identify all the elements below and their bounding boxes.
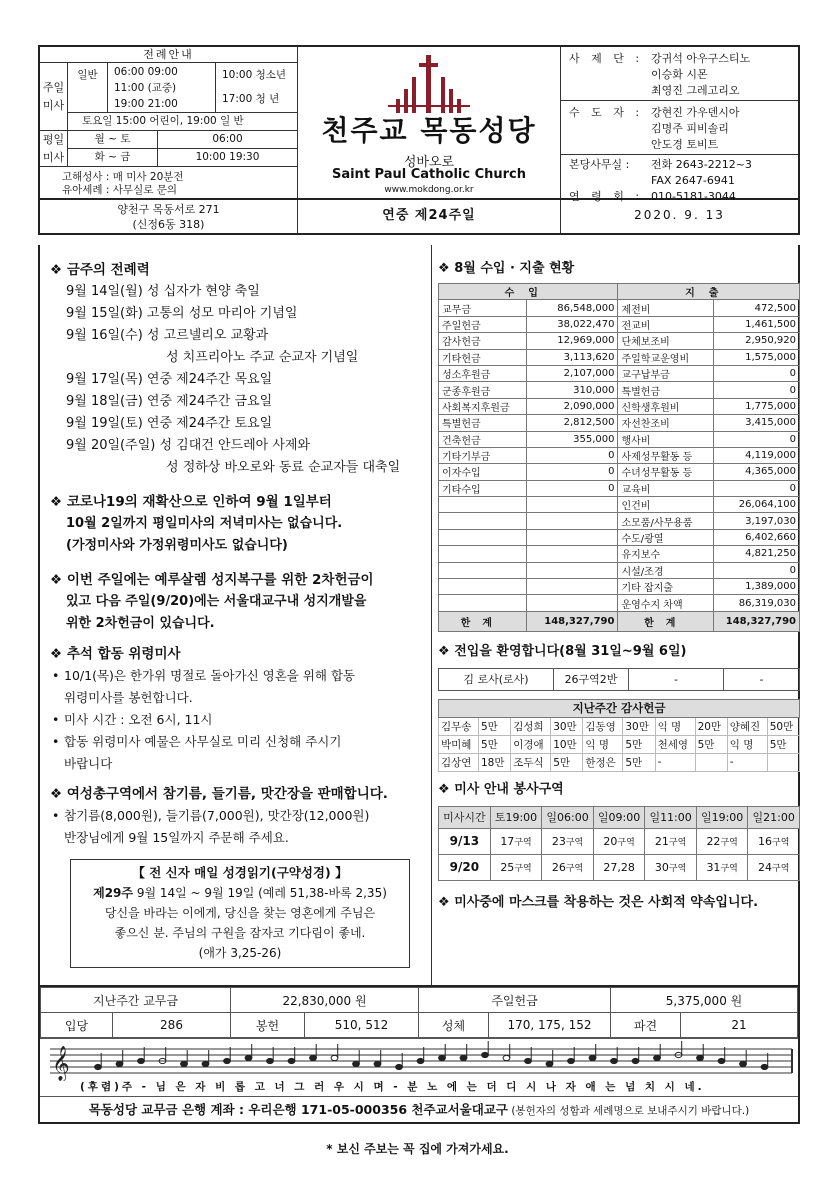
religious-block: 수 도 자 : 강현진 가우덴시아 김명주 피비솔리 안도경 토비트 xyxy=(561,101,798,155)
priests-block: 사 제 단 : 강귀석 아우구스티노 이승화 시몬 최영진 그레고리오 xyxy=(561,47,798,101)
sunday-offering-label: 주일헌금 xyxy=(419,988,611,1013)
table-row xyxy=(439,735,800,753)
expense-amount: 0 xyxy=(714,431,800,447)
liturgy-item: 9월 17일(목) 연중 제24주간 목요일 xyxy=(66,372,273,387)
expense-amount: 0 xyxy=(714,365,800,381)
music-note xyxy=(310,1055,317,1060)
donor-name: 김동영 xyxy=(583,717,623,735)
donor-name: 이경애 xyxy=(511,735,551,753)
income-item: 사회복지후원금 xyxy=(439,398,527,414)
music-note xyxy=(116,1061,123,1066)
income-item: 성소후원금 xyxy=(439,365,527,381)
donor-name: 천세영 xyxy=(655,735,695,753)
liturgy-item: 9월 15일(화) 고통의 성모 마리아 기념일 xyxy=(66,306,298,321)
psalm-music-staff xyxy=(40,1038,798,1096)
sunday-time-1: 06:00 09:00 xyxy=(114,66,178,78)
recessional-hymn-value: 21 xyxy=(681,1013,798,1038)
expense-amount: 6,402,660 xyxy=(714,529,800,545)
entrance-hymn-label: 입당 xyxy=(41,1013,113,1038)
sunday-time-2: 11:00 (교중) xyxy=(114,82,177,94)
income-amount: 2,090,000 xyxy=(526,398,618,414)
income-item xyxy=(439,546,527,562)
expense-amount: 2,950,920 xyxy=(714,333,800,349)
income-amount xyxy=(526,497,618,513)
service-district: 20구역 xyxy=(593,828,645,854)
table-row xyxy=(439,579,800,595)
bulletin-footer xyxy=(38,985,800,1124)
expense-item: 소모품/사무용품 xyxy=(618,513,714,529)
memorial-bullet: • 10/1(목)은 한가위 명절로 돌아가신 영혼을 위해 합동 위령미사를 봉헌합니다. xyxy=(50,665,425,709)
mass-time-header: 미사시간 xyxy=(439,806,491,828)
weekday-mass-label: 평일 미사 xyxy=(40,131,68,166)
priest-3: 최영진 그레고리오 xyxy=(651,84,740,97)
dues-value: 22,830,000 원 xyxy=(231,988,419,1013)
weekday-time-2: 10:00 19:30 xyxy=(195,151,260,163)
weekday-range-1: 월 ~ 토 xyxy=(68,131,158,148)
donor-name: 익 명 xyxy=(727,735,767,753)
offertory-hymn-value: 510, 512 xyxy=(305,1013,419,1038)
expense-amount: 0 xyxy=(714,480,800,496)
donation-amount: 5만 xyxy=(767,735,799,753)
office-phone: 전화 2643-2212~3 xyxy=(651,158,752,171)
expense-item: 신학생후원비 xyxy=(618,398,714,414)
table-row xyxy=(439,349,800,365)
memorial-mass-title: ❖ 추석 합동 위령미사 xyxy=(50,643,425,665)
income-item: 특별헌금 xyxy=(439,415,527,431)
sunday-mass-row xyxy=(40,63,297,131)
bulletin-body xyxy=(38,245,800,985)
donation-amount: 5만 xyxy=(623,753,655,771)
liturgy-title: ❖ 금주의 전례력 xyxy=(50,259,425,281)
music-note xyxy=(245,1055,252,1060)
music-note xyxy=(632,1058,639,1063)
table-row: 김 로사(로사) 26구역2반 - - xyxy=(439,668,800,690)
donor-name: 김무송 xyxy=(439,717,479,735)
music-note xyxy=(353,1061,360,1066)
mass-service-table xyxy=(438,806,800,881)
music-note xyxy=(374,1061,381,1066)
sunday-mass-label: 주일 미사 xyxy=(40,63,68,130)
donor-name: 박미혜 xyxy=(439,735,479,753)
table-row xyxy=(439,365,800,381)
offertory-hymn-label: 봉헌 xyxy=(231,1013,305,1038)
women-sale-title: ❖ 여성총구역에서 참기름, 들기름, 맛간장을 판매합니다. xyxy=(50,783,425,805)
music-note xyxy=(589,1055,596,1060)
music-note xyxy=(718,1058,725,1063)
table-row xyxy=(439,382,800,398)
income-item xyxy=(439,497,527,513)
income-amount: 0 xyxy=(526,480,618,496)
sunday-offering-value: 5,375,000 원 xyxy=(611,988,798,1013)
religious-3: 안도경 토비트 xyxy=(651,138,719,151)
baptism-note: 유아세례 : 사무실로 문의 xyxy=(62,184,177,196)
service-district: 26구역 xyxy=(542,854,594,880)
table-row xyxy=(41,988,798,1013)
donor-name: 양혜진 xyxy=(727,717,767,735)
donation-amount: 10만 xyxy=(551,735,583,753)
newcomers-title: ❖ 전입을 환영합니다(8월 31일~9월 6일) xyxy=(438,642,798,662)
music-note xyxy=(740,1061,747,1066)
income-amount: 2,812,500 xyxy=(526,415,618,431)
music-note xyxy=(417,1058,424,1063)
service-district: 24구역 xyxy=(748,854,800,880)
income-item: 기타헌금 xyxy=(439,349,527,365)
income-item xyxy=(439,595,527,611)
table-row xyxy=(439,447,800,463)
music-note xyxy=(568,1058,575,1063)
table-header-row xyxy=(439,806,800,828)
expense-item: 기타 잡지출 xyxy=(618,579,714,595)
music-note xyxy=(202,1061,209,1066)
liturgy-item: 9월 16일(수) 성 고르넬리오 교황과 xyxy=(66,328,269,343)
income-amount: 12,969,000 xyxy=(526,333,618,349)
music-note xyxy=(525,1058,532,1063)
finance-table xyxy=(438,283,800,632)
table-row xyxy=(439,828,800,854)
expense-total: 148,327,790 xyxy=(714,611,800,631)
table-row xyxy=(439,854,800,880)
thanks-offering-table xyxy=(438,699,800,772)
income-item: 군종후원금 xyxy=(439,382,527,398)
music-note xyxy=(482,1052,489,1057)
expense-amount: 1,389,000 xyxy=(714,579,800,595)
liturgical-sunday: 연중 제24주일 xyxy=(382,208,476,223)
income-total: 148,327,790 xyxy=(526,611,618,631)
expense-item: 특별헌금 xyxy=(618,382,714,398)
expense-amount: 1,775,000 xyxy=(714,398,800,414)
expense-amount: 1,575,000 xyxy=(714,349,800,365)
income-amount: 38,022,470 xyxy=(526,316,618,332)
income-amount xyxy=(526,529,618,545)
liturgy-item: 성 치프리아노 주교 순교자 기념일 xyxy=(166,350,359,365)
music-note xyxy=(546,1061,553,1066)
table-row xyxy=(439,398,800,414)
music-note xyxy=(331,1055,338,1060)
church-address: 양천구 목동서로 271 (신정6동 318) xyxy=(40,200,298,233)
mass-schedule xyxy=(40,47,298,198)
donor-name: - xyxy=(727,753,767,771)
communion-hymn-label: 성체 xyxy=(419,1013,489,1038)
donation-amount: 30만 xyxy=(551,717,583,735)
table-row xyxy=(439,546,800,562)
music-note xyxy=(181,1061,188,1066)
memorial-bullet: • 합동 위령미사 예물은 사무실로 미리 신청해 주시기 바랍니다 xyxy=(50,731,425,775)
expense-item: 수도/광열 xyxy=(618,529,714,545)
mass-time-header: 일19:00 xyxy=(696,806,748,828)
sunday-young-adult-time: 17:00 청 년 xyxy=(222,93,280,105)
income-item xyxy=(439,529,527,545)
mass-service-title: ❖ 미사 안내 봉사구역 xyxy=(438,780,798,800)
expense-header: 지출 xyxy=(618,284,800,300)
expense-amount: 4,821,250 xyxy=(714,546,800,562)
donor-name: 조두식 xyxy=(511,753,551,771)
donation-amount: 5만 xyxy=(623,735,655,753)
communion-hymn-value: 170, 175, 152 xyxy=(489,1013,611,1038)
income-amount: 310,000 xyxy=(526,382,618,398)
sacrament-notes xyxy=(40,167,297,197)
expense-item: 자선찬조비 xyxy=(618,415,714,431)
finance-title: ❖ 8월 수입 · 지출 현황 xyxy=(438,259,798,279)
expense-item: 사제성무활동 등 xyxy=(618,447,714,463)
finance-total-row xyxy=(439,611,800,631)
income-header: 수입 xyxy=(439,284,618,300)
summary-table xyxy=(40,987,798,1038)
service-district: 25구역 xyxy=(490,854,542,880)
donor-name: 한정은 xyxy=(583,753,623,771)
entrance-hymn-value: 286 xyxy=(113,1013,231,1038)
dues-label: 지난주간 교무금 xyxy=(41,988,231,1013)
table-row xyxy=(439,415,800,431)
table-row xyxy=(41,1013,798,1038)
expense-item: 교구납부금 xyxy=(618,365,714,381)
bible-verse-ref: (애가 3,25-26) xyxy=(198,946,282,960)
women-sale-bullet: • 참기름(8,000원), 들기름(7,000원), 맛간장(12,000원) 반장님에게 9월 15일까지 주문해 주세요. xyxy=(50,805,425,849)
donation-amount: 30만 xyxy=(623,717,655,735)
music-note xyxy=(611,1058,618,1063)
sunday-youth-time: 10:00 청소년 xyxy=(222,69,287,81)
income-amount: 355,000 xyxy=(526,431,618,447)
covid-notice-title: ❖ 코로나19의 재확산으로 인하여 9월 1일부터 xyxy=(50,491,425,513)
donor-name: - xyxy=(655,753,695,771)
bulletin-header xyxy=(38,45,800,203)
memorial-bullet: • 미사 시간 : 오전 6시, 11시 xyxy=(50,709,425,731)
column-divider xyxy=(431,245,432,985)
bible-reading-box xyxy=(70,859,410,968)
music-staff-icon xyxy=(40,1041,798,1081)
table-row xyxy=(439,333,800,349)
bank-account-info: 목동성당 교무금 은행 계좌 : 우리은행 171-05-000356 천주교서울대교구 (봉헌자의 성함과 세례명으로 보내주시기 바랍니다.) xyxy=(40,1096,798,1122)
service-date: 9/13 xyxy=(439,828,491,854)
table-row xyxy=(439,753,800,771)
donor-name: 익 명 xyxy=(655,717,695,735)
funeral-society-phone: 010-5181-3044 xyxy=(651,190,736,203)
donation-amount: 20만 xyxy=(695,717,727,735)
expense-amount: 472,500 xyxy=(714,300,800,316)
bible-reading-title: 【 전 신자 매일 성경읽기(구약성경) 】 xyxy=(132,865,348,880)
psalm-lyrics: (후렴)주 - 님 은 자 비 롭 고 너 그 러 우 시 며 - 분 노 에 는 더 디 시 나 자 애 는 넘 치 시 네. xyxy=(80,1081,705,1093)
liturgy-item: 9월 14일(월) 성 십자가 현양 축일 xyxy=(66,284,260,299)
bible-verse: 당신을 바라는 이에게, 당신을 찾는 영혼에게 주님은 xyxy=(104,906,376,920)
donation-amount xyxy=(695,753,727,771)
income-amount: 0 xyxy=(526,464,618,480)
expense-item: 전교비 xyxy=(618,316,714,332)
mask-notice: ❖ 미사중에 마스크를 착용하는 것은 사회적 약속입니다. xyxy=(438,891,798,910)
donor-name: 김상연 xyxy=(439,753,479,771)
liturgy-item: 9월 19일(토) 연중 제24주간 토요일 xyxy=(66,416,273,431)
service-district: 23구역 xyxy=(542,828,594,854)
income-amount xyxy=(526,595,618,611)
expense-item: 수녀성무활동 등 xyxy=(618,464,714,480)
patron-saint: 성바오로 xyxy=(403,155,455,170)
office-fax: FAX 2647-6941 xyxy=(651,174,735,187)
income-amount xyxy=(526,546,618,562)
income-amount: 2,107,000 xyxy=(526,365,618,381)
service-district: 27,28 xyxy=(593,854,645,880)
music-note xyxy=(654,1055,661,1060)
service-district: 17구역 xyxy=(490,828,542,854)
liturgy-calendar xyxy=(50,281,425,479)
sunday-time-3: 19:00 21:00 xyxy=(114,98,178,110)
income-item: 교무금 xyxy=(439,300,527,316)
income-amount: 0 xyxy=(526,447,618,463)
expense-item: 유지보수 xyxy=(618,546,714,562)
music-note xyxy=(396,1064,403,1069)
income-item: 감사헌금 xyxy=(439,333,527,349)
schedule-title: 전례안내 xyxy=(40,47,297,63)
music-note xyxy=(95,1064,102,1069)
priest-2: 이승화 시몬 xyxy=(651,68,708,81)
expense-amount: 0 xyxy=(714,382,800,398)
newcomers-table xyxy=(438,668,800,691)
take-home-notice: * 보신 주보는 꼭 집에 가져가세요. xyxy=(326,1142,509,1156)
income-item: 기타수입 xyxy=(439,480,527,496)
office-contact: 본당사무실 : 전화 2643-2212~3 FAX 2647-6941 연 령 회 : 010-5181-3044 xyxy=(561,155,798,209)
church-logo xyxy=(298,47,560,198)
religious-1: 강현진 가우덴시아 xyxy=(651,106,740,119)
expense-amount: 1,461,500 xyxy=(714,316,800,332)
music-note xyxy=(697,1055,704,1060)
weekday-mass-row xyxy=(40,131,297,167)
bulletin-date: 2020. 9. 13 xyxy=(560,200,798,233)
income-item: 주일헌금 xyxy=(439,316,527,332)
donation-amount: 50만 xyxy=(767,717,799,735)
mass-time-header: 일11:00 xyxy=(645,806,697,828)
income-total-label: 한계 xyxy=(439,611,527,631)
music-note xyxy=(460,1055,467,1060)
left-column xyxy=(50,259,425,968)
liturgy-item: 성 정하상 바오로와 동료 순교자들 대축일 xyxy=(166,460,401,475)
music-note xyxy=(224,1058,231,1063)
table-row xyxy=(439,562,800,578)
table-row xyxy=(439,431,800,447)
mass-time-header: 일06:00 xyxy=(542,806,594,828)
donor-name: 익 명 xyxy=(583,735,623,753)
expense-amount: 4,365,000 xyxy=(714,464,800,480)
service-district: 30구역 xyxy=(645,854,697,880)
income-item xyxy=(439,513,527,529)
expense-amount: 86,319,030 xyxy=(714,595,800,611)
donation-amount: 18만 xyxy=(479,753,511,771)
church-name: 천주교 목동성당 xyxy=(321,114,537,147)
svg-text:𝄞: 𝄞 xyxy=(52,1046,70,1081)
church-website[interactable]: www.mokdong.or.kr xyxy=(384,185,474,195)
service-district: 16구역 xyxy=(748,828,800,854)
expense-item: 운영수지 차액 xyxy=(618,595,714,611)
thanks-offering-title: 지난주간 감사헌금 xyxy=(439,699,800,717)
expense-amount: 3,197,030 xyxy=(714,513,800,529)
music-note xyxy=(761,1064,768,1069)
income-item: 기타기부금 xyxy=(439,447,527,463)
service-district: 21구역 xyxy=(645,828,697,854)
donation-amount: 5만 xyxy=(479,735,511,753)
clergy-info xyxy=(560,47,798,203)
liturgy-item: 9월 20일(주일) 성 김대건 안드레아 사제와 xyxy=(66,438,310,453)
mass-time-header: 일21:00 xyxy=(748,806,800,828)
donation-amount: 5만 xyxy=(479,717,511,735)
mass-time-header: 토19:00 xyxy=(490,806,542,828)
weekday-range-2: 화 ~ 금 xyxy=(68,149,158,166)
table-row xyxy=(439,497,800,513)
liturgy-item: 9월 18일(금) 연중 제24주간 금요일 xyxy=(66,394,273,409)
service-district: 31구역 xyxy=(696,854,748,880)
music-note xyxy=(439,1055,446,1060)
table-row xyxy=(439,513,800,529)
expense-item: 주일학교운영비 xyxy=(618,349,714,365)
table-row xyxy=(439,529,800,545)
priest-1: 강귀석 아우구스티노 xyxy=(651,52,751,65)
income-item: 이자수입 xyxy=(439,464,527,480)
music-note xyxy=(138,1058,145,1063)
church-cross-icon xyxy=(386,55,472,113)
expense-item: 교육비 xyxy=(618,480,714,496)
table-row xyxy=(439,480,800,496)
income-amount xyxy=(526,513,618,529)
income-item: 건축헌금 xyxy=(439,431,527,447)
sunday-general-label: 일반 xyxy=(68,63,108,112)
donation-amount xyxy=(767,753,799,771)
income-item xyxy=(439,579,527,595)
table-row xyxy=(439,316,800,332)
service-district: 22구역 xyxy=(696,828,748,854)
bible-verse: 좋으신 분. 주님의 구원을 잠자코 기다림이 좋네. xyxy=(114,926,366,940)
table-row xyxy=(439,300,800,316)
income-item xyxy=(439,562,527,578)
covid-notice-line: (가정미사와 가정위령미사도 없습니다) xyxy=(66,538,288,553)
expense-item: 시설/조경 xyxy=(618,562,714,578)
income-amount: 3,113,620 xyxy=(526,349,618,365)
mass-time-header: 일09:00 xyxy=(593,806,645,828)
table-row xyxy=(439,595,800,611)
expense-item: 인건비 xyxy=(618,497,714,513)
income-amount xyxy=(526,562,618,578)
weekday-time-1: 06:00 xyxy=(212,133,243,145)
expense-amount: 26,064,100 xyxy=(714,497,800,513)
expense-amount: 0 xyxy=(714,562,800,578)
income-amount: 86,548,000 xyxy=(526,300,618,316)
table-row xyxy=(439,464,800,480)
confession-note: 고해성사 : 매 미사 20분전 xyxy=(62,171,184,183)
newcomer-name: 김 로사(로사) xyxy=(439,668,554,690)
expense-item: 단체보조비 xyxy=(618,333,714,349)
expense-item: 제전비 xyxy=(618,300,714,316)
recessional-hymn-label: 파견 xyxy=(611,1013,681,1038)
church-english-name: Saint Paul Catholic Church xyxy=(331,167,527,182)
right-column xyxy=(438,259,798,910)
music-note xyxy=(267,1058,274,1063)
bible-reading-week: 제29주 9월 14일 ~ 9월 19일 (예레 51,38-바록 2,35) xyxy=(93,886,387,900)
donation-amount: 5만 xyxy=(551,753,583,771)
covid-notice-line: 10월 2일까지 평일미사의 저녁미사는 없습니다. xyxy=(66,516,343,531)
expense-item: 행사비 xyxy=(618,431,714,447)
second-collection-line: 있고 다음 주일(9/20)에는 서울대교구내 성지개발을 xyxy=(66,594,367,609)
donation-amount: 5만 xyxy=(695,735,727,753)
music-note xyxy=(288,1058,295,1063)
religious-2: 김명주 피비솔리 xyxy=(651,122,729,135)
donor-name: 김성희 xyxy=(511,717,551,735)
saturday-mass-time: 토요일 15:00 어린이, 19:00 일 반 xyxy=(82,115,244,127)
service-date: 9/20 xyxy=(439,854,491,880)
second-collection-line: 위한 2차헌금이 있습니다. xyxy=(66,616,215,631)
music-note xyxy=(503,1055,510,1060)
expense-total-label: 한계 xyxy=(618,611,714,631)
newcomer-district: 26구역2반 xyxy=(554,668,629,690)
income-amount xyxy=(526,579,618,595)
second-collection-title: ❖ 이번 주일에는 예루살렘 성지복구를 위한 2차헌금이 xyxy=(50,569,425,591)
expense-amount: 3,415,000 xyxy=(714,415,800,431)
expense-amount: 4,119,000 xyxy=(714,447,800,463)
table-row xyxy=(439,717,800,735)
